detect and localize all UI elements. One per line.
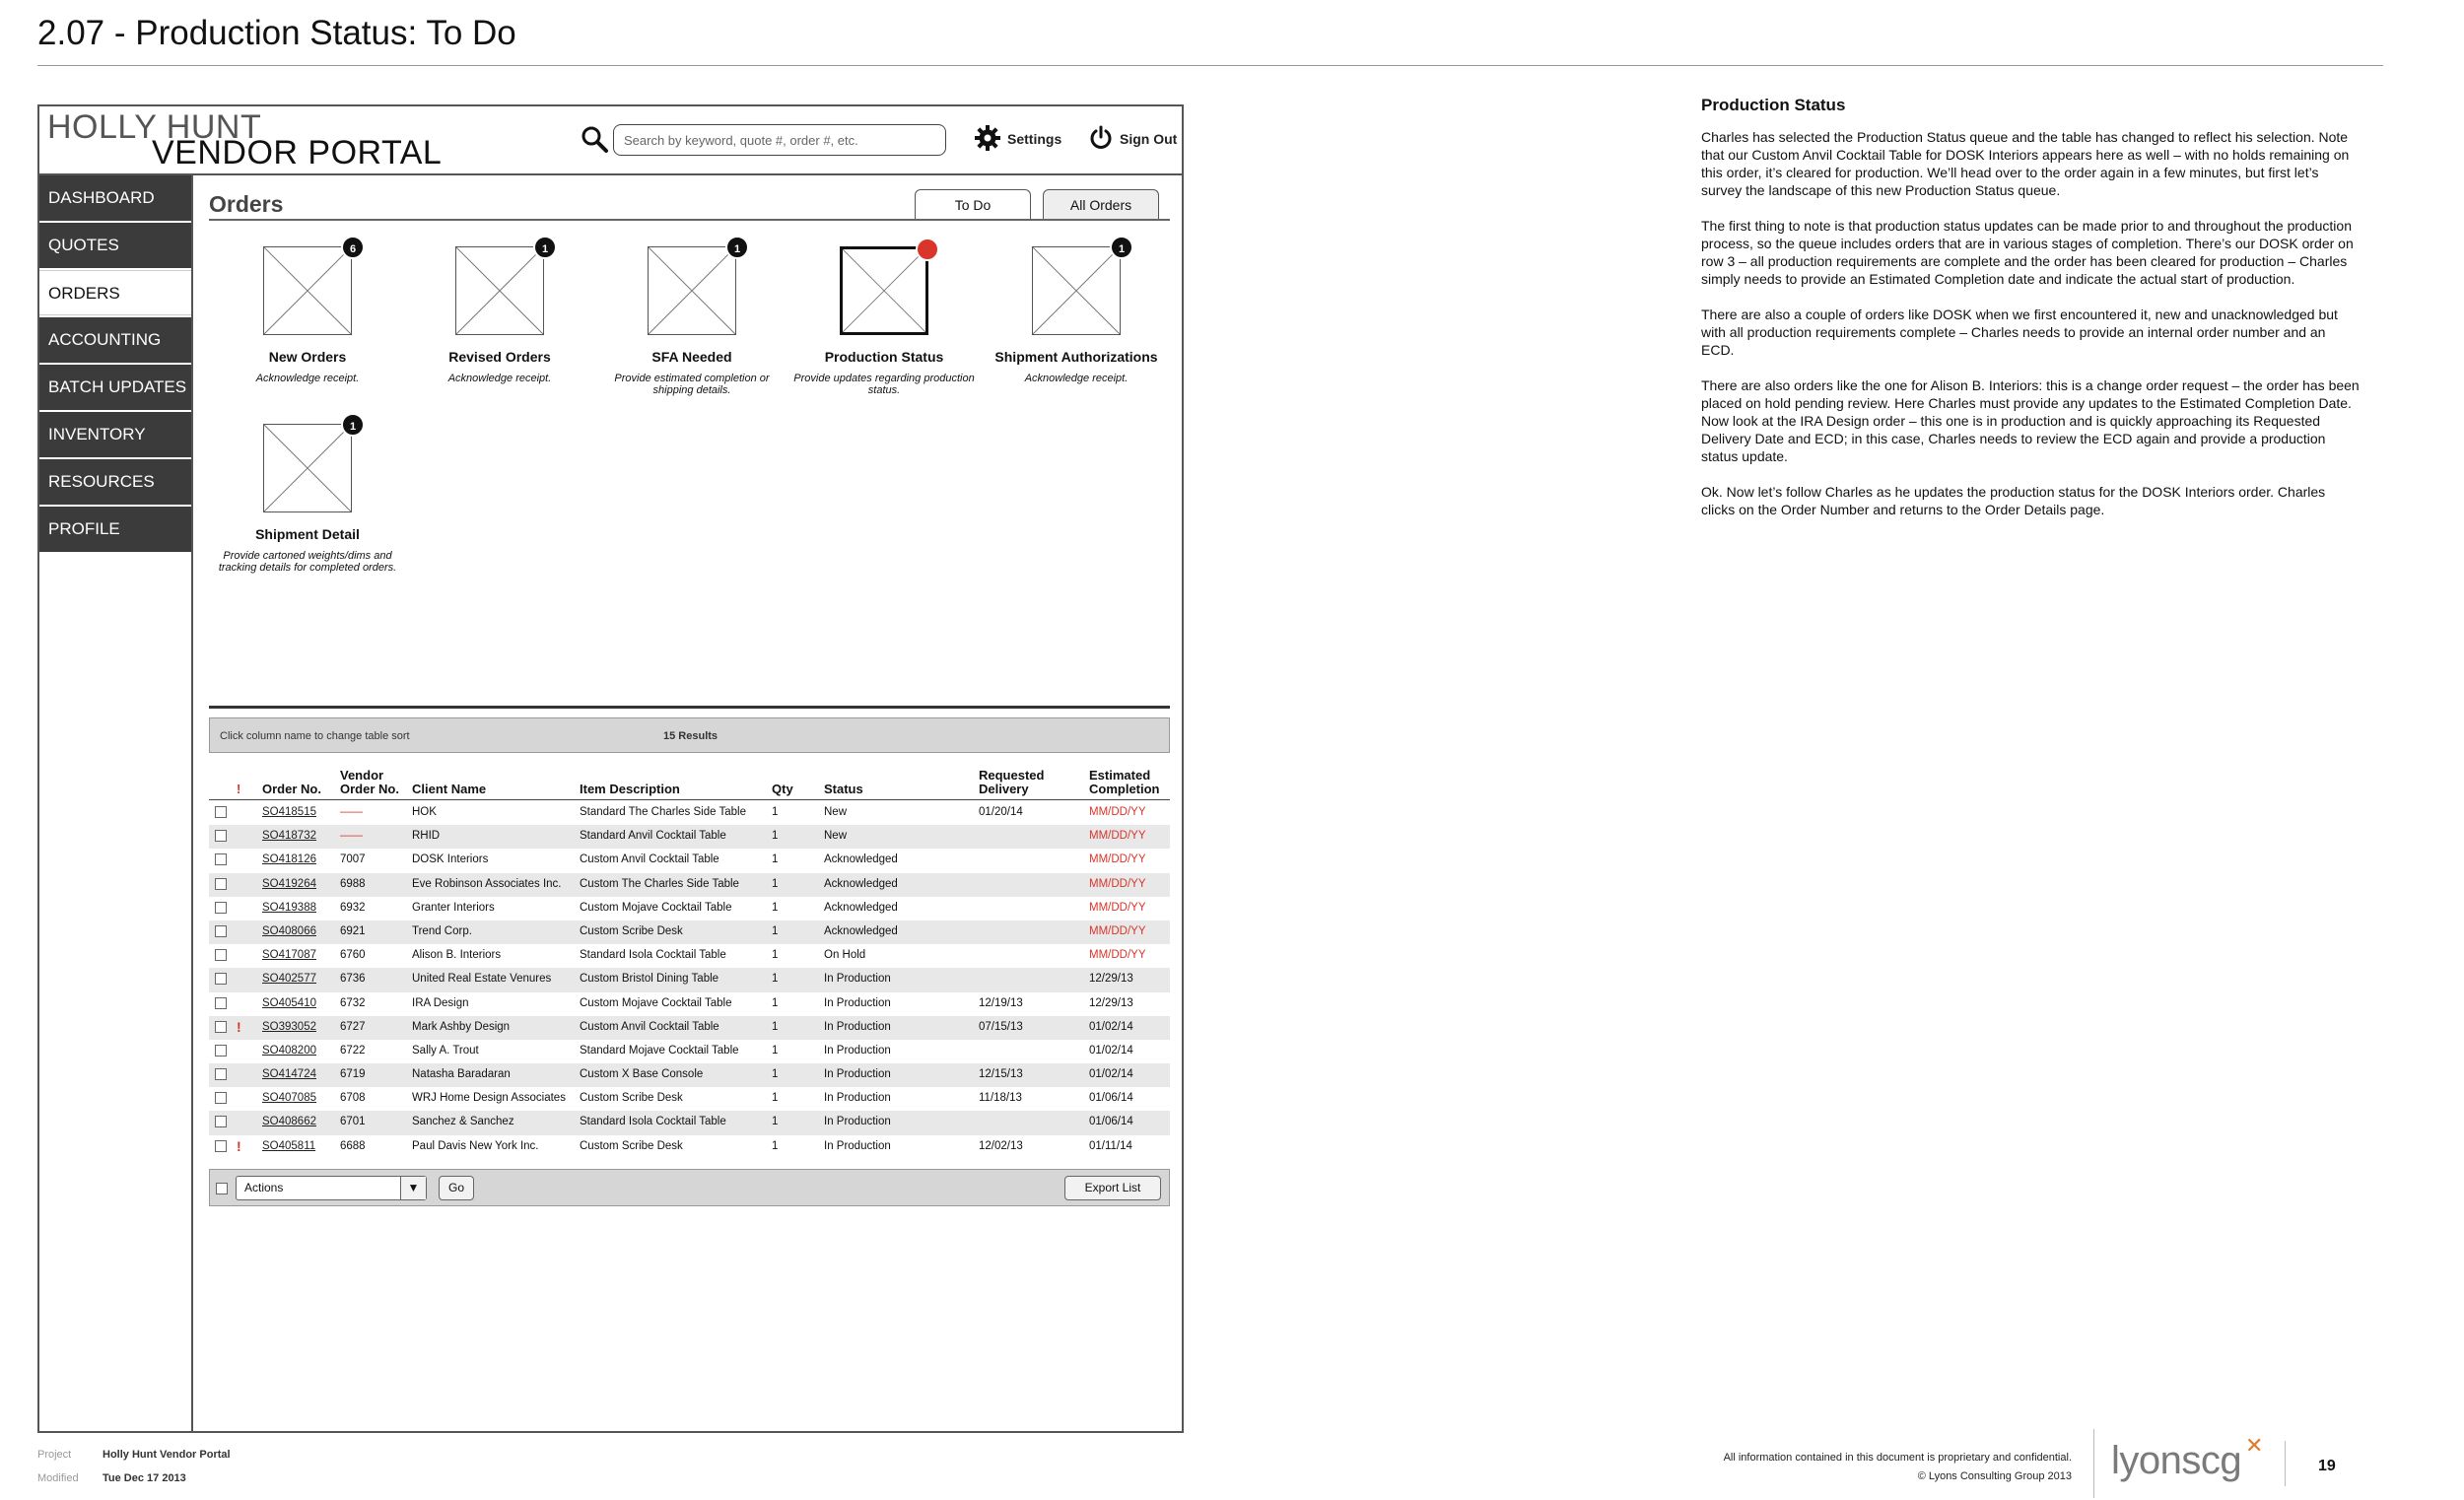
estimated-completion[interactable]: MM/DD/YY: [1089, 924, 1146, 937]
queue-revised-orders[interactable]: [403, 243, 596, 384]
quantity: 1: [772, 806, 779, 818]
row-checkbox[interactable]: [215, 1045, 227, 1057]
column-requested-delivery[interactable]: [979, 769, 1044, 796]
queue-description: Acknowledge receipt.: [447, 373, 552, 384]
table-row[interactable]: [209, 849, 1170, 872]
column-estimated-line1: Estimated: [1089, 768, 1151, 783]
table-row[interactable]: [209, 873, 1170, 897]
footer-copyright: © Lyons Consulting Group 2013: [1917, 1470, 2072, 1482]
vendor-order-number: 6736: [340, 973, 366, 986]
order-status: Acknowledged: [824, 877, 898, 890]
lyonscg-logo-mark: ✕: [2245, 1433, 2264, 1458]
sidebar-item-inventory[interactable]: INVENTORY: [39, 412, 191, 457]
order-number-link[interactable]: SO414724: [262, 1068, 316, 1081]
estimated-completion: 01/02/14: [1089, 1068, 1133, 1081]
column-item-description[interactable]: Item Description: [580, 782, 680, 796]
order-number-link[interactable]: SO402577: [262, 973, 316, 986]
order-number-link[interactable]: SO417087: [262, 949, 316, 962]
client-name: IRA Design: [412, 996, 469, 1009]
client-name: Paul Davis New York Inc.: [412, 1139, 539, 1152]
vendor-order-number: ——: [340, 806, 363, 818]
table-row[interactable]: [209, 801, 1170, 825]
row-checkbox[interactable]: [215, 830, 227, 842]
column-status[interactable]: Status: [824, 782, 863, 796]
footer-modified-value: Tue Dec 17 2013: [103, 1472, 186, 1484]
order-number-link[interactable]: SO418515: [262, 806, 316, 818]
column-client-name[interactable]: Client Name: [412, 782, 487, 796]
client-name: Sally A. Trout: [412, 1044, 479, 1057]
client-name: DOSK Interiors: [412, 853, 489, 866]
quantity: 1: [772, 1068, 779, 1081]
item-description: Custom Scribe Desk: [580, 924, 683, 937]
quantity: 1: [772, 877, 779, 890]
annotation-panel: [1701, 97, 2361, 536]
order-number-link[interactable]: SO408066: [262, 924, 316, 937]
row-checkbox[interactable]: [215, 806, 227, 818]
item-description: Standard Mojave Cocktail Table: [580, 1044, 739, 1057]
table-row[interactable]: [209, 968, 1170, 991]
item-description: Custom Mojave Cocktail Table: [580, 901, 732, 914]
order-number-link[interactable]: SO407085: [262, 1092, 316, 1105]
footer-project-label: Project: [37, 1449, 72, 1461]
queue-count-badge: 1: [1110, 236, 1133, 259]
estimated-completion[interactable]: MM/DD/YY: [1089, 853, 1146, 866]
table-row[interactable]: [209, 992, 1170, 1016]
alert-icon: !: [237, 1018, 241, 1035]
order-status: Acknowledged: [824, 924, 898, 937]
quantity: 1: [772, 1044, 779, 1057]
column-vendor-order-no-line1: Vendor: [340, 768, 384, 783]
annotation-heading: Production Status: [1701, 96, 1846, 114]
vendor-order-number: 6732: [340, 996, 366, 1009]
page-title: 2.07 - Production Status: To Do: [37, 14, 516, 52]
row-checkbox[interactable]: [215, 949, 227, 961]
order-status: In Production: [824, 1044, 891, 1057]
requested-delivery: 07/15/13: [979, 1020, 1023, 1033]
item-description: Custom Scribe Desk: [580, 1092, 683, 1105]
client-name: HOK: [412, 806, 437, 818]
client-name: Alison B. Interiors: [412, 949, 502, 962]
footer-modified-label: Modified: [37, 1472, 79, 1484]
order-status: In Production: [824, 1092, 891, 1105]
item-description: Standard Isola Cocktail Table: [580, 1116, 726, 1128]
quantity: 1: [772, 996, 779, 1009]
queue-description: Provide cartoned weights/dims and tracking details for completed orders.: [218, 550, 397, 574]
logo-holly-hunt[interactable]: HOLLY HUNT: [47, 108, 262, 146]
quantity: 1: [772, 1139, 779, 1152]
power-icon[interactable]: [1088, 125, 1114, 151]
item-description: Custom Scribe Desk: [580, 1139, 683, 1152]
table-footer: [209, 1169, 1170, 1206]
queue-count-badge: 1: [341, 413, 365, 437]
quantity: 1: [772, 901, 779, 914]
requested-delivery: 01/20/14: [979, 806, 1023, 818]
vendor-order-number: 6688: [340, 1139, 366, 1152]
row-checkbox[interactable]: [215, 1021, 227, 1033]
order-status: In Production: [824, 1116, 891, 1128]
chevron-down-icon[interactable]: ▼: [400, 1177, 426, 1199]
client-name: Trend Corp.: [412, 924, 472, 937]
order-status: Acknowledged: [824, 901, 898, 914]
row-checkbox[interactable]: [215, 973, 227, 985]
column-requested-line1: Requested: [979, 768, 1045, 783]
queue-count-badge: 1: [725, 236, 749, 259]
vendor-order-number: 6988: [340, 877, 366, 890]
footer-confidential-notice: All information contained in this document is proprietary and confidential.: [1723, 1452, 2072, 1464]
export-list-button[interactable]: Export List: [1064, 1176, 1161, 1200]
column-qty[interactable]: Qty: [772, 782, 793, 796]
order-number-link[interactable]: SO405410: [262, 996, 316, 1009]
row-checkbox[interactable]: [215, 878, 227, 890]
queue-shipment-detail[interactable]: [211, 421, 404, 574]
item-description: Standard Anvil Cocktail Table: [580, 830, 726, 843]
table-row[interactable]: [209, 944, 1170, 968]
item-description: Custom Anvil Cocktail Table: [580, 853, 719, 866]
search-icon[interactable]: [580, 124, 609, 154]
client-name: Natasha Baradaran: [412, 1068, 511, 1081]
client-name: Sanchez & Sanchez: [412, 1116, 514, 1128]
quantity: 1: [772, 973, 779, 986]
queue-description: Acknowledge receipt.: [255, 373, 360, 384]
sidebar-item-orders[interactable]: ORDERS: [39, 270, 191, 315]
quantity: 1: [772, 853, 779, 866]
queue-image-placeholder[interactable]: [263, 421, 357, 512]
quantity: 1: [772, 1020, 779, 1033]
queue-image-placeholder[interactable]: [1032, 243, 1126, 335]
column-vendor-order-no-line2: Order No.: [340, 782, 399, 796]
queues-divider: [209, 706, 1170, 709]
select-all-checkbox[interactable]: [216, 1183, 228, 1194]
estimated-completion[interactable]: MM/DD/YY: [1089, 830, 1146, 843]
queue-count-badge: 1: [533, 236, 557, 259]
sign-out-link[interactable]: Sign Out: [1120, 131, 1178, 147]
item-description: Standard The Charles Side Table: [580, 806, 746, 818]
table-row[interactable]: [209, 825, 1170, 849]
table-header: [209, 765, 1170, 800]
item-description: Custom Mojave Cocktail Table: [580, 996, 732, 1009]
estimated-completion: 01/02/14: [1089, 1044, 1133, 1057]
quantity: 1: [772, 1116, 779, 1128]
order-number-link[interactable]: SO419264: [262, 877, 316, 890]
title-divider: [37, 65, 2383, 66]
client-name: Granter Interiors: [412, 901, 495, 914]
row-checkbox[interactable]: [215, 1116, 227, 1127]
quantity: 1: [772, 830, 779, 843]
actions-select[interactable]: [236, 1176, 427, 1200]
estimated-completion[interactable]: MM/DD/YY: [1089, 877, 1146, 890]
vendor-order-number: 6719: [340, 1068, 366, 1081]
estimated-completion: 01/11/14: [1089, 1139, 1132, 1152]
table-row[interactable]: [209, 920, 1170, 944]
order-number-link[interactable]: SO408662: [262, 1116, 316, 1128]
gear-icon[interactable]: [974, 124, 1001, 152]
estimated-completion[interactable]: MM/DD/YY: [1089, 901, 1146, 914]
client-name: United Real Estate Venures: [412, 973, 552, 986]
app-header: [39, 106, 1182, 175]
column-estimated-completion[interactable]: [1089, 769, 1160, 796]
vendor-order-number: 7007: [340, 853, 366, 866]
item-description: Custom Bristol Dining Table: [580, 973, 719, 986]
search-input[interactable]: [613, 124, 946, 156]
sidebar-item-resources[interactable]: RESOURCES: [39, 459, 191, 505]
vendor-order-number: 6708: [340, 1092, 366, 1105]
vendor-order-number: 6727: [340, 1020, 366, 1033]
logo-vendor-portal[interactable]: VENDOR PORTAL: [152, 134, 443, 171]
tab-to-do[interactable]: To Do: [915, 189, 1031, 221]
quantity: 1: [772, 924, 779, 937]
vendor-order-number: 6722: [340, 1044, 366, 1057]
estimated-completion: 12/29/13: [1089, 996, 1133, 1009]
estimated-completion: 01/06/14: [1089, 1116, 1133, 1128]
order-number-link[interactable]: SO418126: [262, 853, 316, 866]
page-number: 19: [2318, 1458, 2336, 1474]
estimated-completion[interactable]: MM/DD/YY: [1089, 949, 1146, 962]
results-count: 15 Results: [663, 730, 719, 742]
item-description: Standard Isola Cocktail Table: [580, 949, 726, 962]
estimated-completion: 01/06/14: [1089, 1092, 1133, 1105]
queue-description: Acknowledge receipt.: [1024, 373, 1129, 384]
vendor-order-number: 6701: [340, 1116, 366, 1128]
requested-delivery: 11/18/13: [979, 1092, 1022, 1105]
column-requested-line2: Delivery: [979, 782, 1029, 796]
sort-hint: Click column name to change table sort: [220, 730, 410, 742]
table-row[interactable]: [209, 1063, 1170, 1087]
go-button[interactable]: Go: [439, 1176, 474, 1200]
row-checkbox[interactable]: [215, 925, 227, 937]
queue-production-status[interactable]: [787, 246, 981, 396]
vendor-order-number: ——: [340, 830, 363, 843]
alert-icon: !: [237, 1137, 241, 1154]
table-sort-bar: [209, 717, 1170, 753]
table-row[interactable]: [209, 1040, 1170, 1063]
vendor-order-number: 6932: [340, 901, 366, 914]
order-number-link[interactable]: SO419388: [262, 901, 316, 914]
annotation-paragraph: There are also orders like the one for Alison B. Interiors: this is a change order request – the order has been placed on hold pending review. Here Charles must provide any updates to the Estimated Completion Date. Now look at the IRA Design order – this one is in production and is quickly approaching its Requested Delivery Date and ECD; in this case, Charles needs to review the ECD again and provide a production status update.: [1701, 377, 2360, 464]
client-name: RHID: [412, 830, 441, 843]
order-number-link[interactable]: SO393052: [262, 1020, 316, 1033]
orders-heading: Orders: [209, 191, 284, 217]
queue-label[interactable]: Shipment Detail: [255, 526, 360, 542]
queue-label[interactable]: Production Status: [824, 349, 944, 365]
order-status: New: [824, 830, 848, 843]
order-status: Acknowledged: [824, 853, 898, 866]
requested-delivery: 12/02/13: [979, 1139, 1023, 1152]
order-status: On Hold: [824, 949, 866, 962]
table-row[interactable]: [209, 1135, 1170, 1159]
order-status: New: [824, 806, 848, 818]
queue-sfa-needed[interactable]: [595, 243, 788, 396]
row-checkbox[interactable]: [215, 1140, 227, 1152]
annotation-paragraph: There are also a couple of orders like DOSK when we first encountered it, new and unacknowledged but with all production requirements complete – Charles needs to provide an internal order number and an ECD.: [1701, 307, 2338, 358]
actions-select-value: Actions: [244, 1181, 284, 1194]
queue-image-placeholder[interactable]: [840, 245, 934, 335]
sidebar-item-quotes[interactable]: QUOTES: [39, 223, 191, 268]
queue-shipment-authorizations[interactable]: [980, 243, 1173, 384]
wireframe-frame: [37, 104, 1184, 1433]
queue-new-orders[interactable]: [211, 243, 404, 384]
queue-label[interactable]: New Orders: [268, 349, 347, 365]
queue-label[interactable]: Shipment Authorizations: [994, 349, 1158, 365]
sidebar-item-dashboard[interactable]: DASHBOARD: [39, 175, 191, 221]
vendor-order-number: 6760: [340, 949, 366, 962]
requested-delivery: 12/19/13: [979, 996, 1023, 1009]
order-number-link[interactable]: SO418732: [262, 830, 316, 843]
settings-link[interactable]: Settings: [1007, 131, 1062, 147]
item-description: Custom Anvil Cocktail Table: [580, 1020, 719, 1033]
sidebar-item-accounting[interactable]: ACCOUNTING: [39, 317, 191, 363]
table-row[interactable]: [209, 897, 1170, 920]
sidebar-nav: [39, 175, 193, 1433]
queue-image-placeholder[interactable]: [455, 243, 549, 335]
column-alert[interactable]: !: [237, 782, 241, 796]
lyonscg-logo: lyonscg: [2111, 1439, 2242, 1482]
column-estimated-line2: Completion: [1089, 782, 1160, 796]
column-order-no[interactable]: Order No.: [262, 782, 321, 796]
queue-image-placeholder[interactable]: [263, 243, 357, 335]
order-status: In Production: [824, 996, 891, 1009]
row-checkbox[interactable]: [215, 1092, 227, 1104]
annotation-paragraph: Charles has selected the Production Status queue and the table has changed to reflect his selection. Note that our Custom Anvil Cocktail Table for DOSK Interiors appears here as well – with no holds remaining on this order, it’s cleared for production. We’ll head over to the order again in a few minutes, but first let’s survey the landscape of this new Production Status queue.: [1701, 129, 2350, 198]
table-body: [209, 801, 1170, 1159]
queue-count-badge: 15: [916, 238, 939, 261]
sidebar-item-profile[interactable]: PROFILE: [39, 507, 191, 552]
footer-divider: [2093, 1429, 2094, 1498]
order-number-link[interactable]: SO408200: [262, 1044, 316, 1057]
table-row[interactable]: [209, 1087, 1170, 1111]
estimated-completion: 01/02/14: [1089, 1020, 1133, 1033]
footer-divider: [2285, 1441, 2286, 1486]
row-checkbox[interactable]: [215, 997, 227, 1009]
quantity: 1: [772, 1092, 779, 1105]
requested-delivery: 12/15/13: [979, 1068, 1023, 1081]
queue-label[interactable]: Revised Orders: [448, 349, 551, 365]
vendor-order-number: 6921: [340, 924, 366, 937]
sidebar-item-batch-updates[interactable]: BATCH UPDATES: [39, 365, 191, 410]
annotation-paragraph: Ok. Now let’s follow Charles as he updates the production status for the DOSK Interiors order. Charles clicks on the Order Number and returns to the Order Details page.: [1701, 484, 2326, 517]
table-row[interactable]: [209, 1111, 1170, 1134]
queue-label[interactable]: SFA Needed: [651, 349, 732, 365]
order-status: In Production: [824, 973, 891, 986]
table-row[interactable]: [209, 1016, 1170, 1040]
order-status: In Production: [824, 1068, 891, 1081]
row-checkbox[interactable]: [215, 902, 227, 914]
client-name: Mark Ashby Design: [412, 1020, 511, 1033]
estimated-completion: 12/29/13: [1089, 973, 1133, 986]
annotation-paragraph: The first thing to note is that production status updates can be made prior to and throughout the production process, so the queue includes orders that are in various stages of completion. There’s our DOSK order on row 3 – all production requirements are complete and the order has been cleared for production – Charles simply needs to provide an Estimated Completion date and indicate the actual start of production.: [1701, 218, 2354, 287]
row-checkbox[interactable]: [215, 1068, 227, 1080]
order-status: In Production: [824, 1020, 891, 1033]
order-status: In Production: [824, 1139, 891, 1152]
heading-divider: [209, 219, 1170, 221]
client-name: WRJ Home Design Associates: [412, 1092, 566, 1105]
row-checkbox[interactable]: [215, 853, 227, 865]
queue-image-placeholder[interactable]: [648, 243, 741, 335]
queue-description: Provide updates regarding production status.: [793, 373, 975, 396]
tab-all-orders[interactable]: All Orders: [1043, 189, 1159, 219]
queue-description: Provide estimated completion or shipping details.: [614, 373, 770, 396]
column-vendor-order-no[interactable]: [340, 769, 399, 796]
queue-count-badge: 6: [341, 236, 365, 259]
estimated-completion[interactable]: MM/DD/YY: [1089, 806, 1146, 818]
quantity: 1: [772, 949, 779, 962]
item-description: Custom X Base Console: [580, 1068, 704, 1081]
order-number-link[interactable]: SO405811: [262, 1139, 316, 1152]
footer-project-value: Holly Hunt Vendor Portal: [103, 1449, 231, 1461]
client-name: Eve Robinson Associates Inc.: [412, 877, 562, 890]
item-description: Custom The Charles Side Table: [580, 877, 739, 890]
